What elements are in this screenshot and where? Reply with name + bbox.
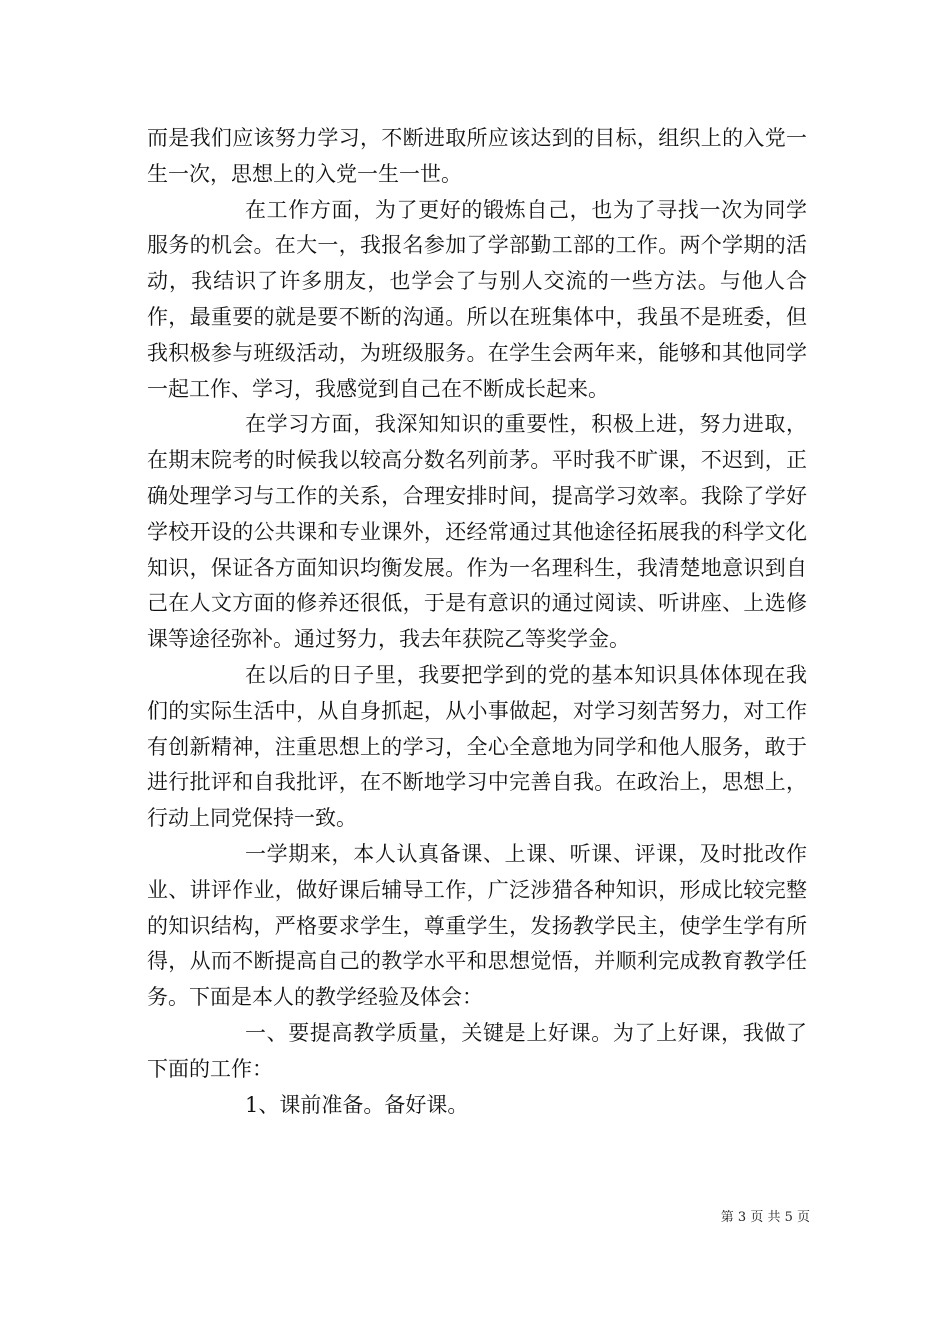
paragraph-work: 在工作方面，为了更好的锻炼自己，也为了寻找一次为同学服务的机会。在大一，我报名参加了学部勤工部的工作。两个学期的活动，我结识了许多朋友，也学会了与别人交流的一些方法。与他人合作，最重要的就是要不断的沟通。所以在班集体中，我虽不是班委，但我积极参与班级活动，为班级服务。在学生会两年来，能够和其他同学一起工作、学习，我感觉到自己在不断成长起来。 [147, 197, 807, 401]
page-number-footer: 第 3 页 共 5 页 [720, 1210, 810, 1225]
paragraph-study: 在学习方面，我深知知识的重要性，积极上进，努力进取，在期末院考的时候我以较高分数名列前茅。平时我不旷课，不迟到，正确处理学习与工作的关系，合理安排时间，提高学习效率。我除了学好学校开设的公共课和专业课外，还经常通过其他途径拓展我的科学文化知识，保证各方面知识均衡发展。作为一名理科生，我清楚地意识到自己在人文方面的修养还很低，于是有意识的通过阅读、听讲座、上选修课等途径弥补。通过努力，我去年获院乙等奖学金。 [147, 412, 807, 652]
paragraph-continuation: 而是我们应该努力学习，不断进取所应该达到的目标，组织上的入党一生一次，思想上的入党一生一世。 [147, 126, 807, 186]
paragraph-lesson-prep: 1、课前准备。备好课。 [245, 1092, 469, 1117]
paragraph-semester: 一学期来，本人认真备课、上课、听课、评课，及时批改作业、讲评作业，做好课后辅导工作，广泛涉猎各种知识，形成比较完整的知识结构，严格要求学生，尊重学生，发扬教学民主，使学生学有所得，从而不断提高自己的教学水平和思想觉悟，并顺利完成教育教学任务。下面是本人的教学经验及体会： [147, 841, 807, 1010]
paragraph-teaching-quality: 一、要提高教学质量，关键是上好课。为了上好课，我做了下面的工作： [147, 1020, 807, 1081]
paragraph-future: 在以后的日子里，我要把学到的党的基本知识具体体现在我们的实际生活中，从自身抓起，从小事做起，对学习刻苦努力，对工作有创新精神，注重思想上的学习，全心全意地为同学和他人服务，敢于进行批评和自我批评，在不断地学习中完善自我。在政治上，思想上，行动上同党保持一致。 [147, 662, 807, 831]
document-body [147, 121, 807, 1123]
